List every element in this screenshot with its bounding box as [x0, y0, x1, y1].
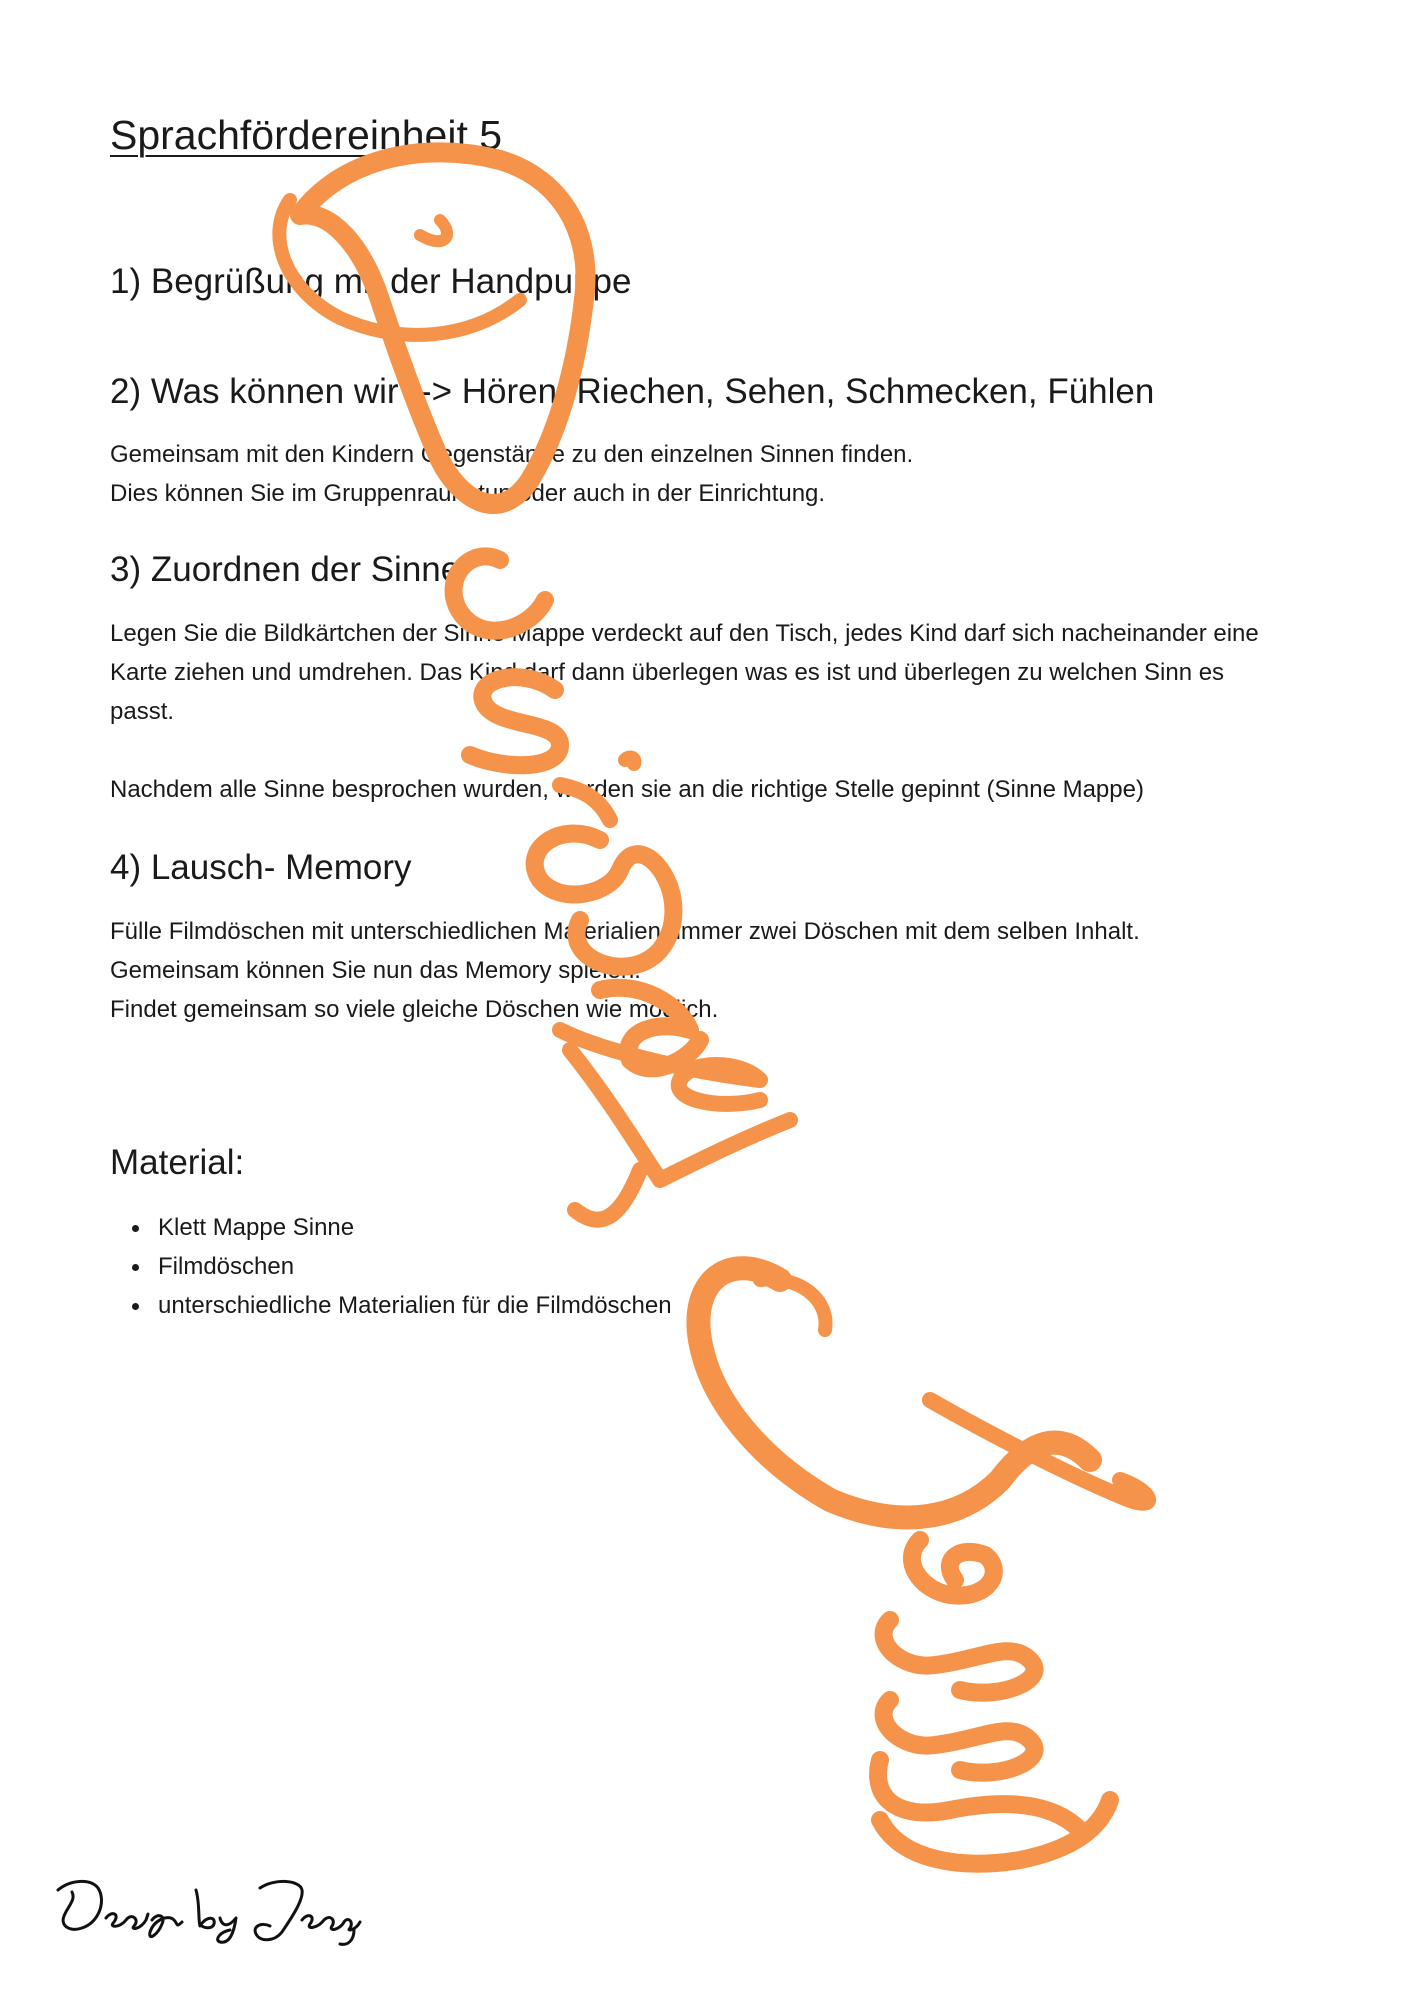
section-4-line: Findet gemeinsam so viele gleiche Döschen wie möglich.: [110, 996, 719, 1023]
section-4-line: Fülle Filmdöschen mit unterschiedlichen Materialien- immer zwei Döschen mit dem selben Inhalt.: [110, 918, 1140, 945]
section-3-heading: 3) Zuordnen der Sinne: [110, 550, 461, 589]
material-list: [110, 1208, 672, 1325]
section-4-heading: 4) Lausch- Memory: [110, 848, 412, 887]
material-item: Filmdöschen: [110, 1247, 672, 1286]
footer-logo: [50, 1870, 370, 1950]
material-item: unterschiedliche Materialien für die Filmdöschen: [110, 1286, 672, 1325]
section-3-line: Karte ziehen und umdrehen. Das Kind darf dann überlegen was es ist und überlegen zu welchen Sinn es: [110, 659, 1225, 686]
section-4-line: Gemeinsam können Sie nun das Memory spielen.: [110, 957, 641, 984]
section-1-heading: 1) Begrüßung mit der Handpuppe: [110, 262, 632, 301]
section-2-line: Dies können Sie im Gruppenraum tun oder auch in der Einrichtung.: [110, 480, 826, 507]
document-title: Sprachfördereinheit 5: [110, 112, 514, 158]
section-3-line: Legen Sie die Bildkärtchen der Sinne Mappe verdeckt auf den Tisch, jedes Kind darf sich nacheinander eine: [110, 620, 1259, 647]
section-3-line: passt.: [110, 698, 175, 725]
section-2-heading: 2) Was können wir --> Hören, Riechen, Sehen, Schmecken, Fühlen: [110, 372, 1155, 411]
section-3-text: [110, 614, 1259, 731]
section-4-text: [110, 912, 1140, 1029]
section-2-line: Gemeinsam mit den Kindern Gegenstände zu den einzelnen Sinnen finden.: [110, 441, 914, 468]
section-2-text: [110, 435, 913, 513]
material-heading: Material:: [110, 1143, 245, 1182]
section-3-extra-text: Nachdem alle Sinne besprochen wurden, werden sie an die richtige Stelle gepinnt (Sinne Mappe): [110, 776, 1144, 803]
material-item: Klett Mappe Sinne: [110, 1208, 672, 1247]
